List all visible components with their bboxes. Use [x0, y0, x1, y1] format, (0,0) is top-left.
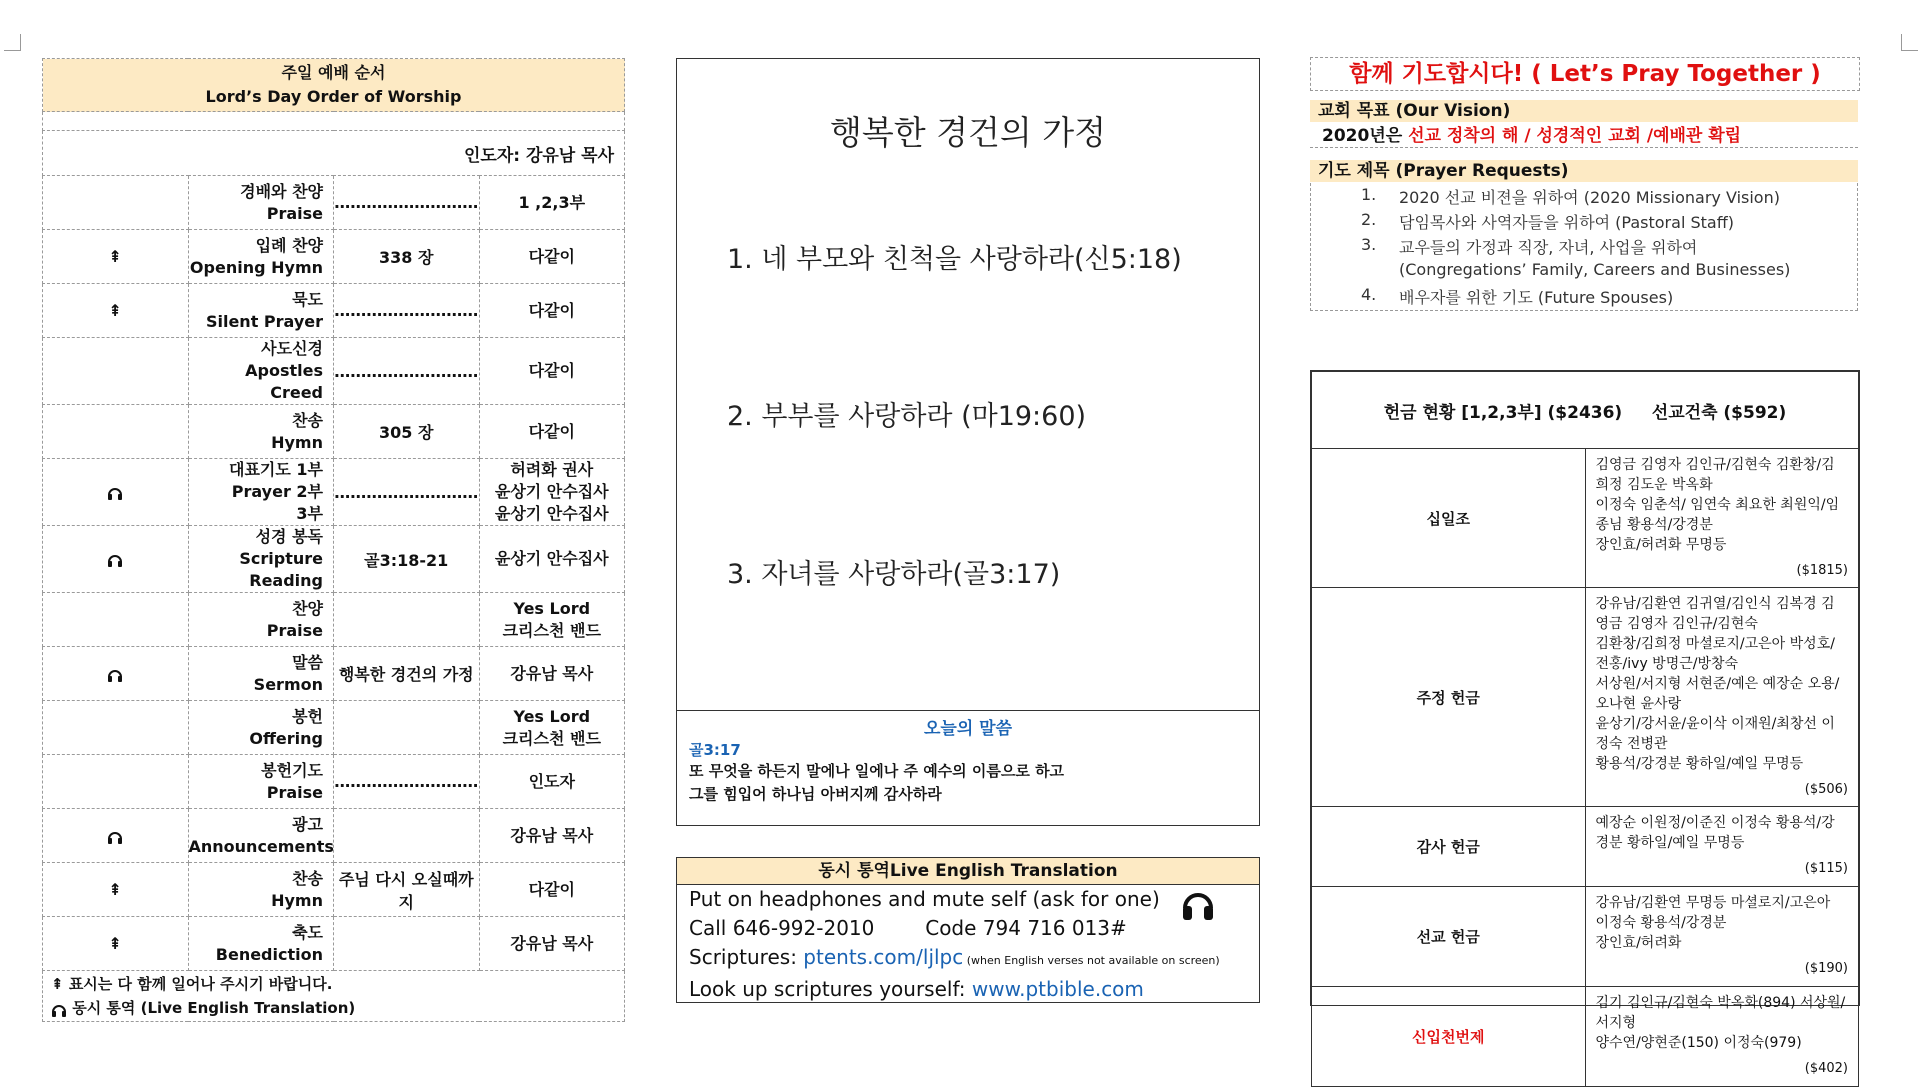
- order-item-leader: 다같이: [479, 230, 625, 284]
- order-item-icon: [43, 405, 189, 459]
- order-item-leader: 강유남 목사: [479, 809, 625, 863]
- order-item-leader: 다같이: [479, 863, 625, 917]
- stand-note: 표시는 다 함께 일어나 주시기 바랍니다.: [68, 975, 333, 993]
- order-item-icon: [43, 459, 189, 526]
- order-item: [43, 917, 625, 971]
- order-item: [43, 459, 625, 526]
- vision-line: 2020년은 선교 정착의 해 / 성경적인 교회 /예배관 확립: [1310, 124, 1858, 148]
- order-item-icon: [43, 755, 189, 809]
- offering-names: 예장순 이원정/이준진 이정숙 황용석/강경분 황하일/예일 무명등 ($115): [1585, 807, 1859, 887]
- order-item-icon: [43, 230, 189, 284]
- stand-icon: ⇞: [108, 880, 122, 899]
- order-item-leader: 다같이: [479, 284, 625, 338]
- order-item-name: 광고 Announcements: [188, 809, 334, 863]
- prayer-text: (Congregations’ Family, Careers and Businesses): [1399, 260, 1791, 279]
- stand-icon: ⇞: [108, 247, 122, 266]
- offering-category: 선교 헌금: [1312, 887, 1586, 987]
- bible-link[interactable]: www.ptbible.com: [971, 977, 1144, 1001]
- offering-category: 감사 헌금: [1312, 807, 1586, 887]
- order-notes: [43, 971, 625, 1022]
- sermon-point: 3. 자녀를 사랑하라(골3:17): [727, 559, 1061, 590]
- offering-header: 헌금 현황 [1,2,3부] ($2436) 선교건축 ($592): [1312, 372, 1859, 449]
- pray-together-banner: 함께 기도합시다! ( Let’s Pray Together ): [1310, 57, 1860, 91]
- stand-icon: ⇞: [108, 934, 122, 953]
- order-item: [43, 809, 625, 863]
- sermon-point: 2. 부부를 사랑하라 (마19:60): [727, 401, 1087, 432]
- order-item-detail: ………………………: [334, 284, 480, 338]
- order-item: [43, 230, 625, 284]
- sermon-point: 1. 네 부모와 친척을 사랑하라(신5:18): [727, 244, 1182, 275]
- order-item-leader: 다같이: [479, 405, 625, 459]
- order-item-leader: 1 ,2,3부: [479, 176, 625, 230]
- order-item-leader: 인도자: [479, 755, 625, 809]
- prayer-text: 교우들의 가정과 직장, 자녀, 사업을 위하여: [1399, 238, 1698, 257]
- order-item-name: 찬송 Hymn: [188, 405, 334, 459]
- sermon-title: 행복한 경건의 가정: [829, 113, 1106, 152]
- order-item-detail: ………………………: [334, 459, 480, 526]
- verse-text: 또 무엇을 하든지 말에나 일에나 주 예수의 이름으로 하고 그를 힘입어 하나님 아버지께 감사하라: [689, 762, 1065, 803]
- bible-line: Look up scriptures yourself: www.ptbible.com: [689, 977, 1144, 1001]
- order-item-name: 사도신경 Apostles Creed: [188, 338, 334, 405]
- prayer-requests-heading: 기도 제목 (Prayer Requests): [1310, 160, 1858, 182]
- order-item: [43, 338, 625, 405]
- order-item: [43, 284, 625, 338]
- offering-row: [1312, 807, 1859, 887]
- prayer-number: 2.: [1361, 210, 1377, 229]
- offering-table: [1310, 370, 1860, 1076]
- order-item-detail: 305 장: [334, 405, 480, 459]
- offering-amount: ($402): [1804, 1061, 1848, 1076]
- offering-category: 십일조: [1312, 449, 1586, 588]
- headphone-icon: [1181, 888, 1215, 922]
- order-item-name: 묵도 Silent Prayer: [188, 284, 334, 338]
- order-item-detail: 행복한 경건의 가정: [334, 647, 480, 701]
- page-corner-mark: [1901, 34, 1918, 51]
- order-item-name: 성경 봉독 Scripture Reading: [188, 526, 334, 593]
- order-title-ko: 주일 예배 순서: [281, 63, 386, 82]
- order-item-leader: 강유남 목사: [479, 647, 625, 701]
- sermon-box: [676, 58, 1260, 826]
- order-item-icon: [43, 284, 189, 338]
- order-item-icon: [43, 863, 189, 917]
- order-item: [43, 176, 625, 230]
- order-item-detail: 338 장: [334, 230, 480, 284]
- order-item-detail: 골3:18-21: [334, 526, 480, 593]
- order-item-name: 대표기도 1부 Prayer 2부 3부: [188, 459, 334, 526]
- translation-line: Call 646-992-2010 Code 794 716 013#: [689, 916, 1127, 940]
- order-item-detail: ………………………: [334, 755, 480, 809]
- order-item-icon: [43, 176, 189, 230]
- order-item-leader: 윤상기 안수집사: [479, 526, 625, 593]
- offering-amount: ($115): [1804, 861, 1848, 876]
- order-item: [43, 647, 625, 701]
- prayer-text: 담임목사와 사역자들을 위하여 (Pastoral Staff): [1399, 213, 1734, 232]
- order-item-icon: [43, 701, 189, 755]
- order-item-icon: [43, 647, 189, 701]
- offering-amount: ($1815): [1796, 563, 1848, 578]
- offering-row: [1312, 588, 1859, 807]
- offering-row: [1312, 987, 1859, 1087]
- order-item-leader: Yes Lord 크리스천 밴드: [479, 593, 625, 647]
- headphone-icon: [107, 485, 123, 501]
- verse-heading: 오늘의 말씀: [923, 719, 1013, 739]
- stand-icon: ⇞: [51, 975, 64, 993]
- order-item-name: 봉헌 Offering: [188, 701, 334, 755]
- prayer-number: 4.: [1361, 285, 1377, 304]
- order-item-icon: [43, 526, 189, 593]
- prayer-requests-list: [1310, 183, 1858, 311]
- divider: [677, 710, 1259, 711]
- spacer-row: [43, 112, 625, 131]
- order-item-name: 찬양 Praise: [188, 593, 334, 647]
- worship-leader: 인도자: 강유남 목사: [43, 131, 625, 176]
- prayer-text: 2020 선교 비젼을 위하여 (2020 Missionary Vision): [1399, 188, 1780, 207]
- offering-amount: ($506): [1804, 782, 1848, 797]
- order-item-name: 찬송 Hymn: [188, 863, 334, 917]
- order-item-name: 말씀 Sermon: [188, 647, 334, 701]
- headphone-icon: [107, 829, 123, 845]
- prayer-number: 3.: [1361, 235, 1377, 254]
- offering-row: [1312, 449, 1859, 588]
- order-item-icon: [43, 593, 189, 647]
- order-item-detail: ………………………: [334, 176, 480, 230]
- translation-box: [676, 857, 1260, 1003]
- headphone-icon: [51, 1001, 67, 1017]
- order-item: [43, 755, 625, 809]
- scripture-link[interactable]: ptents.com/ljlpc: [803, 945, 964, 969]
- order-item-detail: [334, 809, 480, 863]
- stand-icon: ⇞: [108, 301, 122, 320]
- order-item-leader: 다같이: [479, 338, 625, 405]
- order-item-name: 축도 Benediction: [188, 917, 334, 971]
- order-item-leader: 허려화 권사 윤상기 안수집사 윤상기 안수집사: [479, 459, 625, 526]
- order-item: [43, 863, 625, 917]
- offering-row: [1312, 887, 1859, 987]
- order-item-detail: [334, 593, 480, 647]
- order-item-icon: [43, 917, 189, 971]
- order-item-icon: [43, 809, 189, 863]
- order-item-detail: ………………………: [334, 338, 480, 405]
- order-item-name: 경배와 찬양 Praise: [188, 176, 334, 230]
- translation-line: Put on headphones and mute self (ask for one): [689, 887, 1160, 911]
- prayer-number: 1.: [1361, 185, 1377, 204]
- order-title: [43, 59, 625, 112]
- translation-heading: 동시 통역Live English Translation: [677, 858, 1259, 885]
- verse-reference: 골3:17: [689, 741, 741, 759]
- order-of-worship: [42, 58, 625, 1022]
- order-item-detail: [334, 917, 480, 971]
- order-item-icon: [43, 338, 189, 405]
- order-item-name: 입례 찬양 Opening Hymn: [188, 230, 334, 284]
- order-item-leader: Yes Lord 크리스천 밴드: [479, 701, 625, 755]
- order-item: [43, 701, 625, 755]
- order-item-detail: 주님 다시 오실때까지: [334, 863, 480, 917]
- order-item: [43, 526, 625, 593]
- order-title-en: Lord’s Day Order of Worship: [205, 87, 462, 106]
- order-item: [43, 593, 625, 647]
- offering-names: 강유남/김환연 무명등 마셜로지/고은아 이정숙 황용석/강경분 장인효/허려화 ($190): [1585, 887, 1859, 987]
- order-item-detail: [334, 701, 480, 755]
- order-item-name: 봉헌기도 Praise: [188, 755, 334, 809]
- offering-names: 강유남/김환연 김귀열/김인식 김복경 김영금 김영자 김인규/김현숙 김환창/김희정 마셜로지/고은아 박성호/ 전홍/ivy 방명근/방창숙 서상원/서지형 서현준/예은 예장순 오용/오나현 윤사랑 윤상기/강서윤/윤이삭 이재원/최창선 이정숙 전병관 황용석/강경분 황하일/예일 무명등 ($506): [1585, 588, 1859, 807]
- translation-note: 동시 통역 (Live English Translation): [72, 999, 356, 1017]
- vision-heading: 교회 목표 (Our Vision): [1310, 100, 1858, 122]
- scripture-line: Scriptures: ptents.com/ljlpc (when English verses not available on screen): [689, 945, 1220, 969]
- offering-category: 신입천번제: [1312, 987, 1586, 1087]
- order-item: [43, 405, 625, 459]
- offering-names: 김영금 김영자 김인규/김현숙 김환창/김희정 김도운 박옥화 이정숙 임춘석/ 임연숙 최요한 최원익/임종님 황용석/강경분 장인효/허려화 무명등 ($1815): [1585, 449, 1859, 588]
- order-item-leader: 강유남 목사: [479, 917, 625, 971]
- offering-names: 김기 김인규/김현숙 박옥화(894) 서상원/서지형 양수연/양현준(150) 이정숙(979) ($402): [1585, 987, 1859, 1087]
- page-corner-mark: [4, 34, 21, 51]
- prayer-text: 배우자를 위한 기도 (Future Spouses): [1399, 288, 1674, 307]
- headphone-icon: [107, 667, 123, 683]
- headphone-icon: [107, 552, 123, 568]
- offering-category: 주정 헌금: [1312, 588, 1586, 807]
- offering-amount: ($190): [1804, 961, 1848, 976]
